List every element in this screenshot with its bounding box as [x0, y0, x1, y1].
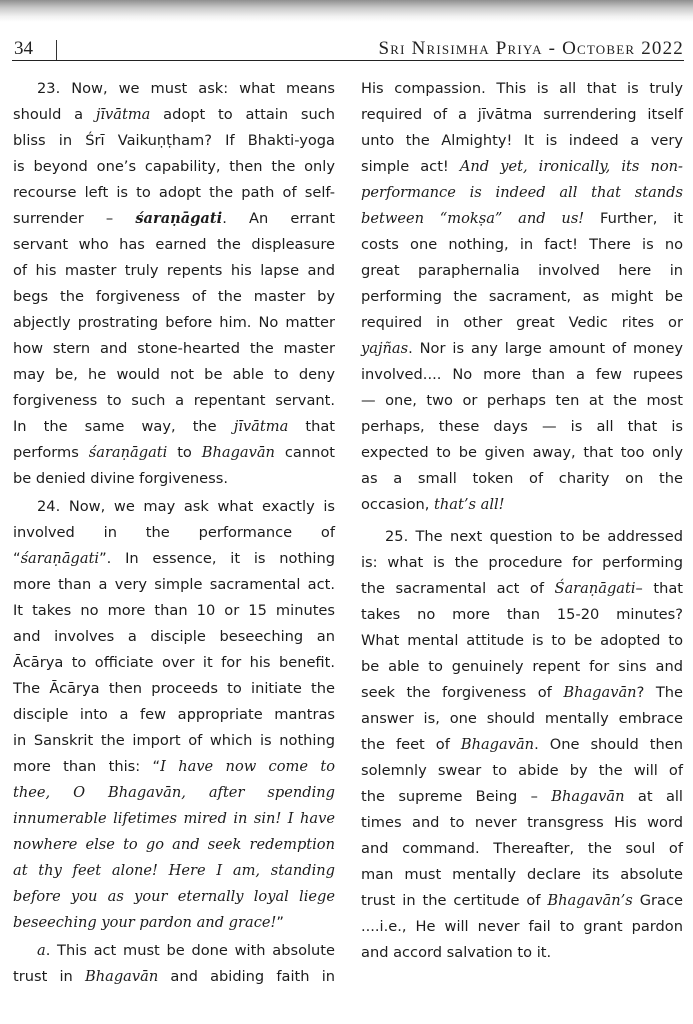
text-line	[13, 572, 335, 598]
text-line	[13, 754, 335, 780]
text-segment: and command. Thereafter, the soul of	[361, 840, 683, 857]
text-segment: trust in	[13, 968, 86, 985]
text-line	[361, 810, 683, 836]
text-line	[361, 440, 683, 466]
text-line	[13, 624, 335, 650]
text-segment: bliss in Śrī Vaikuṇṭham? If Bhakti-yoga	[13, 132, 335, 149]
text-line	[13, 910, 335, 936]
text-segment: – that	[635, 580, 684, 597]
text-line	[13, 780, 335, 806]
text-line	[361, 602, 683, 628]
text-line	[13, 310, 335, 336]
text-segment: . An errant	[222, 210, 335, 227]
text-line	[361, 550, 683, 576]
text-segment: Grace	[632, 892, 683, 909]
text-segment: recourse left is to adopt the path of self-	[13, 184, 335, 201]
text-line	[361, 836, 683, 862]
text-line	[361, 336, 683, 362]
text-line	[361, 524, 683, 550]
text-segment: 24. Now, we may ask what exactly is	[37, 498, 335, 515]
text-line	[361, 492, 683, 518]
text-line	[361, 628, 683, 654]
text-segment: the supreme Being –	[361, 788, 552, 805]
text-line	[13, 466, 335, 492]
italic-term: Bhagavān’s	[547, 892, 633, 909]
text-line	[361, 414, 683, 440]
text-segment: and accord salvation to it.	[361, 944, 552, 961]
header-rule	[12, 60, 684, 61]
italic-term: jīvātma	[233, 418, 289, 435]
text-segment: 25. The next question to be addressed	[385, 528, 683, 545]
text-segment: surrender –	[13, 210, 136, 227]
text-line	[361, 362, 683, 388]
text-segment: is beyond one’s capability, then the only	[13, 158, 335, 175]
italic-term: innumerable lifetimes mired in sin! I have	[13, 810, 335, 827]
text-segment: forgiveness to such a repentant servant.	[13, 392, 335, 409]
text-line	[361, 914, 683, 940]
text-segment: is: what is the procedure for performing	[361, 554, 683, 571]
text-segment: and abiding faith in	[158, 968, 335, 985]
text-segment: abjectly prostrating before him. No matter	[13, 314, 335, 331]
text-line	[13, 102, 335, 128]
text-segment: should a	[13, 106, 96, 123]
text-segment: required in other great Vedic rites or	[361, 314, 683, 331]
page-header	[12, 38, 684, 60]
text-line	[13, 258, 335, 284]
italic-term: Bhagavān	[201, 444, 275, 461]
italic-term: Bhagavān	[563, 684, 637, 701]
text-line	[361, 862, 683, 888]
text-segment: may be, he would not be able to deny	[13, 366, 335, 383]
text-segment: the sacramental act of	[361, 580, 555, 597]
text-segment: how stern and stone-hearted the master	[13, 340, 335, 357]
text-line	[13, 154, 335, 180]
italic-term: Bhagavān	[460, 736, 535, 753]
text-segment: perhaps, these days — is all that is	[361, 418, 683, 435]
text-segment: that	[288, 418, 335, 435]
text-line	[361, 888, 683, 914]
text-segment: as a small token of charity on the	[361, 470, 683, 487]
text-line	[361, 784, 683, 810]
text-segment: ? The	[636, 684, 684, 701]
text-segment: “	[13, 550, 21, 567]
text-segment: disciple into a few appropriate mantras	[13, 706, 335, 723]
text-segment: of his master truly repents his lapse and	[13, 262, 335, 279]
text-line	[13, 362, 335, 388]
text-line	[361, 466, 683, 492]
text-line	[13, 284, 335, 310]
text-line	[13, 884, 335, 910]
text-line	[361, 310, 683, 336]
text-line	[13, 964, 335, 990]
text-segment: ”	[276, 914, 284, 931]
text-segment: simple act!	[361, 158, 460, 175]
italic-term: śaraṇāgati	[20, 550, 100, 567]
text-segment: ”. In essence, it is nothing	[99, 550, 335, 567]
text-line	[361, 758, 683, 784]
text-segment: . One should then	[534, 736, 683, 753]
text-segment: and involves a disciple beseeching an	[13, 628, 335, 645]
text-line	[361, 102, 683, 128]
text-line	[13, 232, 335, 258]
text-segment: more than this: “	[13, 758, 161, 775]
italic-term: śaraṇāgati	[88, 444, 168, 461]
text-segment: times and to never transgress His word	[361, 814, 683, 831]
text-segment: ....i.e., He will never fail to grant pardon	[361, 918, 683, 935]
text-line	[13, 728, 335, 754]
text-segment: solemnly swear to abide by the will of	[361, 762, 683, 779]
italic-term: I have now come to	[160, 758, 335, 775]
text-segment: at all	[624, 788, 683, 805]
text-segment: unto the Almighty! It is indeed a very	[361, 132, 683, 149]
text-line	[361, 388, 683, 414]
text-line	[361, 654, 683, 680]
scan-top-shadow	[0, 0, 693, 22]
text-line	[13, 180, 335, 206]
italic-term: Śaraṇāgati	[554, 580, 636, 597]
text-segment: Further, it	[584, 210, 683, 227]
text-segment: . Nor is any large amount of money	[408, 340, 683, 357]
text-segment: begs the forgiveness of the master by	[13, 288, 335, 305]
header-separator	[56, 40, 57, 60]
text-segment: performing the sacrament, as might be	[361, 288, 683, 305]
text-segment: It takes no more than 10 or 15 minutes	[13, 602, 335, 619]
text-segment: to	[167, 444, 202, 461]
text-segment: costs one nothing, in fact! There is no	[361, 236, 683, 253]
text-line	[13, 806, 335, 832]
text-line	[361, 154, 683, 180]
text-segment: involved in the performance of	[13, 524, 335, 541]
text-line	[361, 940, 683, 966]
text-line	[13, 414, 335, 440]
italic-term: śaraṇāgati	[135, 210, 223, 227]
text-segment: takes no more than 15-20 minutes?	[361, 606, 683, 623]
italic-term: yajñas	[361, 340, 409, 357]
text-segment: — one, two or perhaps ten at the most	[361, 392, 683, 409]
text-line	[361, 284, 683, 310]
text-line	[13, 76, 335, 102]
text-segment: man must mentally declare its absolute	[361, 866, 683, 883]
text-segment: be denied divine forgiveness.	[13, 470, 229, 487]
text-line	[13, 336, 335, 362]
text-segment: more than a very simple sacramental act.	[13, 576, 335, 593]
text-line	[361, 680, 683, 706]
italic-term: And yet, ironically, its non-	[459, 158, 683, 175]
text-segment: 23. Now, we must ask: what means	[37, 80, 335, 97]
text-line	[13, 520, 335, 546]
text-line	[361, 706, 683, 732]
text-line	[361, 76, 683, 102]
text-line	[361, 576, 683, 602]
text-segment: trust in the certitude of	[361, 892, 548, 909]
italic-term: nowhere else to go and seek redemption	[13, 836, 335, 853]
text-segment: His compassion. This is all that is truly	[361, 80, 683, 97]
text-segment: adopt to attain such	[150, 106, 335, 123]
text-line	[13, 702, 335, 728]
text-segment: occasion,	[361, 496, 435, 513]
text-line	[361, 206, 683, 232]
text-line	[361, 732, 683, 758]
italic-term: performance is indeed all that stands	[361, 184, 683, 201]
text-line	[13, 128, 335, 154]
italic-term: between “mokṣa” and us!	[361, 210, 585, 227]
italic-term: at thy feet alone! Here I am, standing	[13, 862, 335, 879]
text-line	[13, 832, 335, 858]
text-segment: performs	[13, 444, 89, 461]
text-segment: In the same way, the	[13, 418, 234, 435]
italic-term: jīvātma	[95, 106, 151, 123]
text-segment: What mental attitude is to be adopted to	[361, 632, 683, 649]
text-line	[361, 232, 683, 258]
text-segment: required of a jīvātma surrendering itself	[361, 106, 683, 123]
text-segment: cannot	[274, 444, 335, 461]
text-line	[13, 388, 335, 414]
text-line	[361, 180, 683, 206]
text-line	[13, 676, 335, 702]
text-line	[13, 650, 335, 676]
italic-term: that’s all!	[434, 496, 505, 513]
text-segment: answer is, one should mentally embrace	[361, 710, 683, 727]
running-title: Sri Nrisimha Priya - October 2022	[378, 38, 684, 59]
italic-term: before you as your eternally loyal liege	[13, 888, 335, 905]
text-line	[13, 494, 335, 520]
text-segment: Ācārya to officiate over it for his benefit.	[13, 654, 335, 671]
text-segment: seek the forgiveness of	[361, 684, 564, 701]
text-segment: expected to be given away, that too only	[361, 444, 683, 461]
text-segment: in Sanskrit the import of which is nothing	[13, 732, 335, 749]
text-segment: great paraphernalia involved here in	[361, 262, 683, 279]
text-line	[13, 206, 335, 232]
italic-term: beseeching your pardon and grace!	[13, 914, 277, 931]
text-segment: be able to genuinely repent for sins and	[361, 658, 683, 675]
text-segment: The Ācārya then proceeds to initiate the	[13, 680, 335, 697]
text-line	[361, 258, 683, 284]
italic-term: thee, O Bhagavān, after spending	[13, 784, 335, 801]
italic-term: a	[37, 942, 46, 959]
text-line	[361, 128, 683, 154]
text-segment: the feet of	[361, 736, 461, 753]
text-line	[13, 598, 335, 624]
text-line	[13, 858, 335, 884]
text-segment: servant who has earned the displeasure	[13, 236, 335, 253]
italic-term: Bhagavān	[551, 788, 625, 805]
text-line	[13, 938, 335, 964]
italic-term: Bhagavān	[85, 968, 159, 985]
page-number: 34	[14, 38, 33, 59]
text-segment: . This act must be done with absolute	[45, 942, 335, 959]
text-line	[13, 440, 335, 466]
text-line	[13, 546, 335, 572]
text-segment: involved.... No more than a few rupees	[361, 366, 683, 383]
